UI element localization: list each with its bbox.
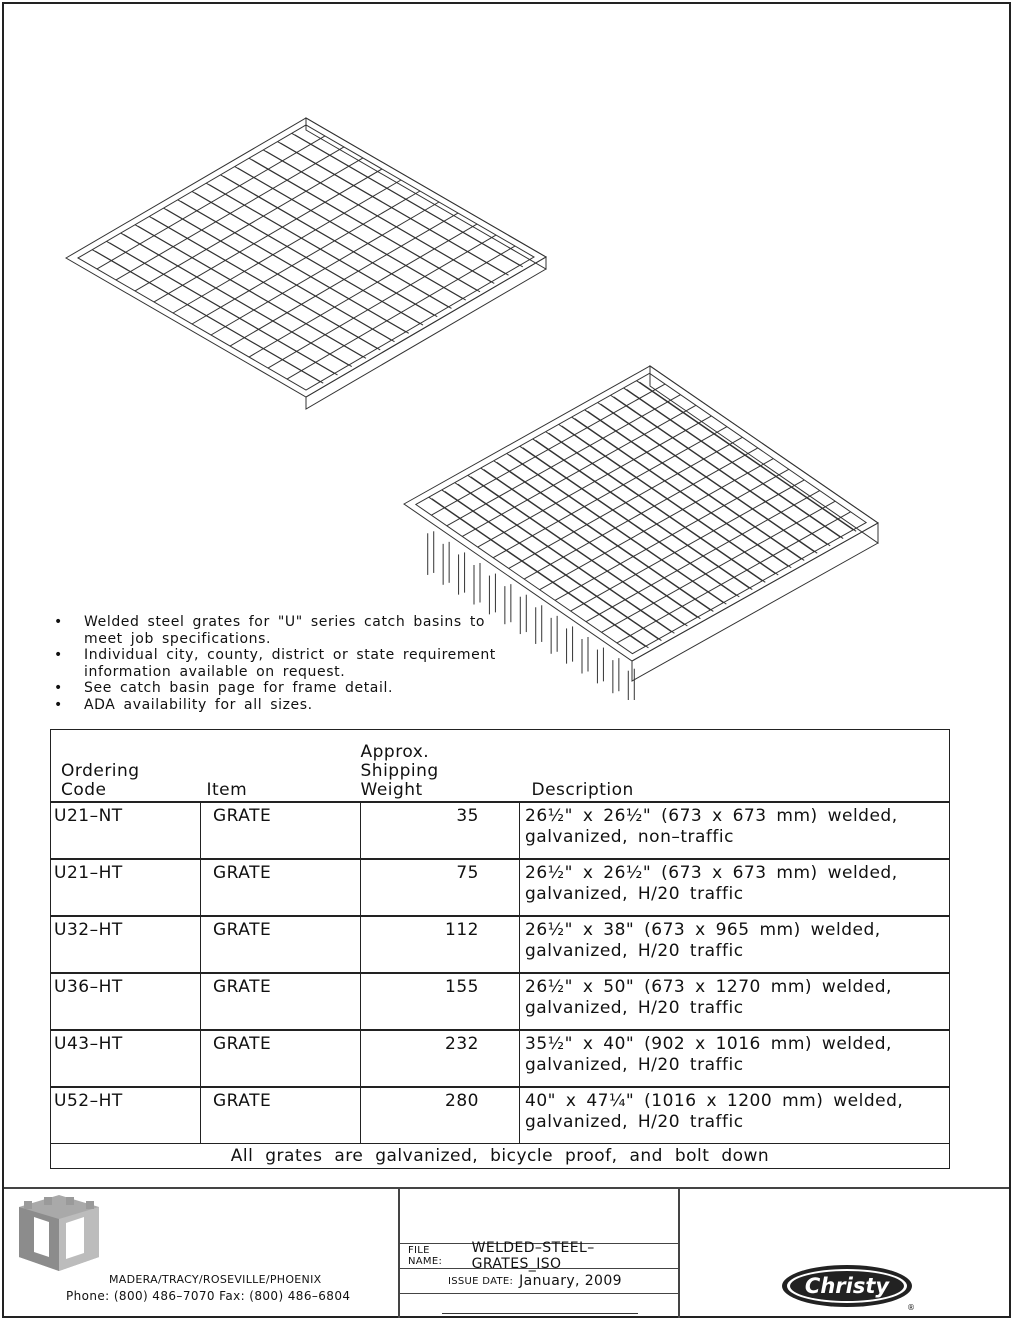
file-name-row — [400, 1240, 678, 1272]
cell-description: 26½" x 26½" (673 x 673 mm) welded, galvanized, H/20 traffic — [520, 859, 950, 916]
bearing-bar-edge — [536, 440, 753, 589]
bearing-bar-edge — [252, 160, 480, 292]
file-name-label: FILE NAME: — [408, 1245, 443, 1267]
bearing-bar-edge — [238, 168, 466, 300]
cell-code: U52–HT — [51, 1087, 201, 1144]
issue-date-label: ISSUE DATE: — [448, 1275, 514, 1287]
cell-description: 26½" x 38" (673 x 965 mm) welded, galvanized, H/20 traffic — [520, 916, 950, 973]
bearing-bar-edge — [209, 185, 437, 317]
table-row — [51, 916, 950, 973]
table-footnote: All grates are galvanized, bicycle proof, and bolt down — [51, 1144, 950, 1169]
cross-bar — [571, 480, 805, 611]
bearing-bar-edge — [95, 251, 323, 383]
cell-code: U32–HT — [51, 916, 201, 973]
cross-bar — [555, 469, 789, 600]
bearing-bar-edge — [497, 462, 714, 611]
title-block — [4, 1187, 1009, 1318]
cell-code: U21–NT — [51, 802, 201, 859]
cell-weight: 75 — [361, 859, 520, 916]
cell-item: GRATE — [201, 1087, 361, 1144]
bearing-bar-edge — [224, 176, 452, 308]
cell-code: U43–HT — [51, 1030, 201, 1087]
bearing-bar-edge — [195, 193, 423, 325]
cross-bar — [540, 459, 774, 590]
bearing-bar-edge — [523, 448, 740, 597]
table-row — [51, 859, 950, 916]
bullet-item: • See catch basin page for frame detail. — [54, 680, 394, 697]
cell-item: GRATE — [201, 859, 361, 916]
signature-line — [442, 1313, 638, 1314]
cross-bar — [462, 405, 696, 536]
cell-code: U36–HT — [51, 973, 201, 1030]
cell-description: 35½" x 40" (902 x 1016 mm) welded, galvanized, H/20 traffic — [520, 1030, 950, 1087]
title-block-info — [398, 1189, 680, 1318]
bearing-bar-edge — [484, 470, 701, 619]
cell-item: GRATE — [201, 916, 361, 973]
bearing-bar-edge — [295, 135, 523, 267]
file-name-value: WELDED–STEEL–GRATES_ISO — [471, 1240, 595, 1272]
cell-item: GRATE — [201, 802, 361, 859]
bearing-bar-edge — [458, 484, 675, 633]
cross-bar — [509, 437, 743, 568]
cross-bar — [524, 448, 758, 579]
header-description: Description — [520, 730, 950, 803]
table-footnote-row — [51, 1144, 950, 1169]
castle-logo-icon — [14, 1195, 104, 1273]
company-phone-fax: Phone: (800) 486–7070 Fax: (800) 486–6804 — [66, 1289, 351, 1303]
cell-weight: 232 — [361, 1030, 520, 1087]
cross-bar — [586, 491, 820, 622]
cross-bar — [478, 416, 712, 547]
christy-brand-logo — [779, 1262, 919, 1312]
bearing-bar-edge — [510, 455, 727, 604]
cell-weight: 155 — [361, 973, 520, 1030]
grate-front-face — [306, 257, 546, 409]
cross-bar — [493, 427, 727, 558]
company-locations: MADERA/TRACY/ROSEVILLE/PHOENIX — [109, 1273, 322, 1286]
cell-description: 26½" x 50" (673 x 1270 mm) welded, galvanized, H/20 traffic — [520, 973, 950, 1030]
bearing-bar-edge — [614, 397, 831, 546]
cell-weight: 35 — [361, 802, 520, 859]
table-row — [51, 1087, 950, 1144]
grate-illustration-nontraffic — [66, 118, 546, 409]
brand-name: Christy — [804, 1274, 890, 1298]
bearing-bar-edge — [152, 218, 380, 350]
bearing-bar-edge — [110, 243, 338, 375]
cell-description: 40" x 47¼" (1016 x 1200 mm) welded, galvanized, H/20 traffic — [520, 1087, 950, 1144]
table-row — [51, 1030, 950, 1087]
cell-item: GRATE — [201, 1030, 361, 1087]
cell-description: 26½" x 26½" (673 x 673 mm) welded, galvanized, non–traffic — [520, 802, 950, 859]
bearing-bar-edge — [266, 151, 494, 283]
header-weight: Approx. Shipping Weight — [361, 730, 520, 803]
cell-item: GRATE — [201, 973, 361, 1030]
bearing-bar-edge — [627, 389, 844, 538]
cross-bar — [431, 384, 665, 515]
bearing-bar-edge — [281, 143, 509, 275]
cell-weight: 112 — [361, 916, 520, 973]
table-row — [51, 802, 950, 859]
bearing-bar-edge — [640, 382, 857, 531]
grate-side-face — [306, 118, 546, 269]
issue-date-row — [400, 1268, 678, 1293]
cell-code: U21–HT — [51, 859, 201, 916]
grate-spec-table — [50, 729, 950, 1169]
table-row — [51, 973, 950, 1030]
table-header-row — [51, 730, 950, 803]
bullet-item: • ADA availability for all sizes. — [54, 696, 313, 713]
feature-bullet-list — [54, 614, 504, 714]
header-ordering-code: Ordering Code — [51, 730, 201, 803]
bearing-bar-edge — [181, 201, 409, 333]
bearing-bar-edge — [588, 411, 805, 560]
bearing-bar-edge — [124, 235, 352, 367]
bearing-bar-edge — [167, 210, 395, 342]
bearing-bar-edge — [471, 477, 688, 626]
issue-date-value: January, 2009 — [519, 1273, 622, 1289]
cell-weight: 280 — [361, 1087, 520, 1144]
bullet-item: • Individual city, county, district or state requirement information available on request. — [54, 647, 496, 680]
signature-row — [400, 1293, 678, 1318]
bearing-bar-edge — [562, 426, 779, 575]
bearing-bar-edge — [138, 226, 366, 358]
bullet-item: • Welded steel grates for "U" series catch basins to meet job specifications. — [54, 614, 486, 647]
header-item: Item — [201, 730, 361, 803]
registered-mark: ® — [907, 1303, 915, 1312]
bearing-bar-edge — [549, 433, 766, 582]
